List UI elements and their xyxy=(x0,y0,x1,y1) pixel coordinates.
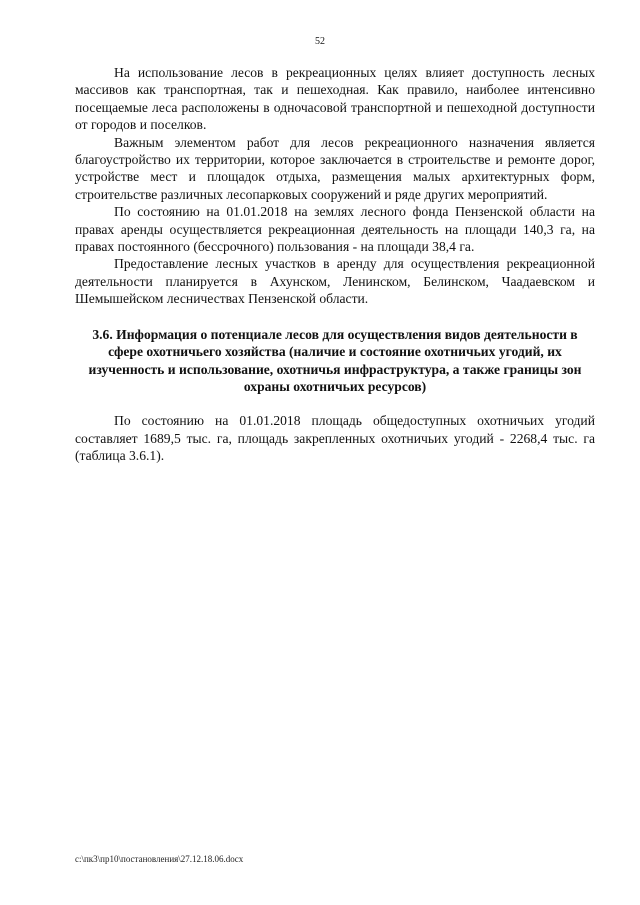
paragraph-lease-status: По состоянию на 01.01.2018 на землях лесного фонда Пензенской области на правах аренды осуществляется рекреационная деятельность на площади 140,3 га, на правах постоянного (бессрочного) пользования - на площади 38,4 га. xyxy=(75,204,595,255)
paragraph-planned-leases: Предоставление лесных участков в аренду для осуществления рекреационной деятельности планируется в Ахунском, Ленинском, Белинском, Чаадаевском и Шемышейском лесничествах Пензенской области. xyxy=(75,256,595,307)
section-heading: 3.6. Информация о потенциале лесов для осуществления видов деятельности в сфере охотничьего хозяйства (наличие и состояние охотничьих угодий, их изученность и использование, охотничья инфраструктура, а также границы зон охраны охотничьих ресурсов) xyxy=(88,326,582,394)
page-number: 52 xyxy=(315,36,325,47)
paragraph-hunting-areas: По состоянию на 01.01.2018 площадь общедоступных охотничьих угодий составляет 1689,5 тыс. га, площадь закрепленных охотничьих угодий - 2268,4 тыс. га (таблица 3.6.1). xyxy=(75,413,595,464)
paragraph-recreation-accessibility: На использование лесов в рекреационных целях влияет доступность лесных массивов как транспортная, так и пешеходная. Как правило, наиболее интенсивно посещаемые леса расположены в одночасовой транспортной и пешеходной доступности от городов и поселков. xyxy=(75,65,595,133)
document-body xyxy=(75,64,595,465)
footer-file-path: c:\пк3\пр10\постановления\27.12.18.06.docx xyxy=(75,854,244,864)
paragraph-landscaping: Важным элементом работ для лесов рекреационного назначения является благоустройство их территории, которое заключается в строительстве и ремонте дорог, устройстве мест и площадок отдыха, размещения малых архитектурных форм, строительстве различных лесопарковых сооружений и ряде других мероприятий. xyxy=(75,134,595,202)
